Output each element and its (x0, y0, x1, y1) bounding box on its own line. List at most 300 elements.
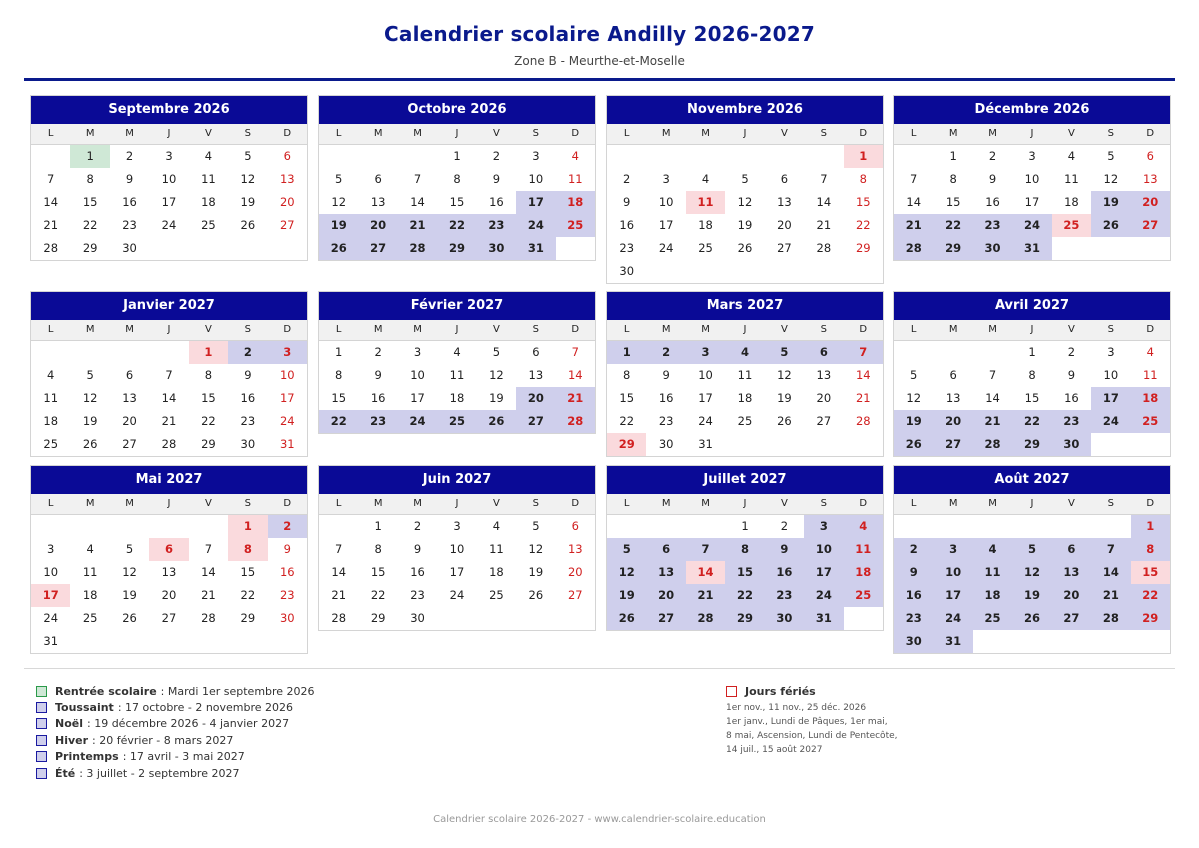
day-cell: 7 (204, 542, 213, 556)
weekday-label: V (493, 324, 500, 335)
day-cell: 16 (370, 391, 386, 405)
day-cell: 26 (1012, 607, 1051, 630)
day-cell: 29 (1012, 433, 1051, 456)
day-grid (607, 341, 883, 456)
day-cell: 9 (492, 172, 501, 186)
day-cell: 25 (973, 607, 1012, 630)
day-cell: 13 (816, 368, 832, 382)
weekday-label: M (661, 128, 671, 139)
day-cell: 21 (556, 387, 595, 410)
weekday-label: J (743, 128, 747, 139)
day-cell: 19 (1012, 584, 1051, 607)
legend-dates: : Mardi 1er septembre 2026 (160, 684, 315, 698)
day-cell: 25 (437, 410, 476, 433)
day-cell: 9 (125, 172, 134, 186)
weekday-label: L (910, 498, 917, 509)
day-cell: 3 (1028, 149, 1036, 163)
day-cell: 7 (47, 172, 55, 186)
empty-cell (398, 145, 437, 168)
day-cell: 7 (1091, 538, 1130, 561)
day-cell: 17 (658, 218, 674, 232)
weekday-label: D (1146, 498, 1155, 509)
day-cell: 13 (945, 391, 961, 405)
day-cell: 24 (933, 607, 972, 630)
day-cell: 26 (1091, 214, 1130, 237)
day-cell: 30 (477, 237, 516, 260)
day-cell: 24 (658, 241, 674, 255)
day-cell: 18 (449, 391, 465, 405)
day-cell: 15 (82, 195, 98, 209)
legend-name: Noël (55, 717, 83, 731)
day-grid (31, 515, 307, 653)
day-cell: 9 (988, 172, 997, 186)
month-block (893, 291, 1171, 457)
weekday-label: J (1030, 324, 1034, 335)
day-cell: 25 (201, 218, 216, 232)
day-cell: 14 (567, 368, 583, 382)
day-cell: 16 (1064, 391, 1079, 405)
month-title: Janvier 2027 (31, 292, 307, 320)
month-title: Juin 2027 (319, 466, 595, 494)
weekday-label: S (820, 498, 828, 509)
day-cell: 22 (1131, 584, 1170, 607)
day-cell: 1 (1131, 515, 1170, 538)
day-cell: 13 (1052, 561, 1091, 584)
holiday-line: 8 mai, Ascension, Lundi de Pentecôte, (726, 731, 898, 741)
legend-swatch-icon (36, 751, 47, 762)
empty-cell (607, 145, 646, 168)
day-cell: 24 (1091, 410, 1130, 433)
empty-cell (70, 515, 109, 538)
day-cell: 26 (240, 218, 256, 232)
day-cell: 25 (1052, 214, 1091, 237)
day-cell: 15 (331, 391, 347, 405)
day-cell: 2 (413, 519, 422, 533)
day-cell: 25 (82, 611, 98, 625)
page-footer: Calendrier scolaire 2026-2027 - www.calendrier-scolaire.education (433, 814, 766, 825)
day-cell: 19 (122, 588, 137, 602)
day-cell: 11 (737, 368, 753, 382)
weekday-label: D (283, 498, 292, 509)
day-cell: 8 (228, 538, 267, 561)
empty-cell (607, 515, 646, 538)
weekday-label: M (701, 498, 710, 509)
day-cell: 11 (489, 542, 504, 556)
day-cell: 10 (410, 368, 425, 382)
day-cell: 20 (646, 584, 685, 607)
month-block (606, 291, 884, 457)
day-cell: 21 (816, 218, 832, 232)
day-grid (319, 341, 595, 433)
day-cell: 13 (777, 195, 792, 209)
day-cell: 14 (331, 565, 347, 579)
day-cell: 5 (86, 368, 94, 382)
day-cell: 4 (701, 172, 710, 186)
day-cell: 19 (894, 410, 933, 433)
weekday-label: S (244, 498, 252, 509)
empty-cell (894, 341, 933, 364)
weekday-label: S (820, 324, 828, 335)
weekday-header (319, 320, 595, 341)
holidays-legend-title (726, 683, 898, 699)
legend-swatch-icon (36, 686, 47, 697)
day-cell: 10 (279, 368, 295, 382)
day-cell: 16 (765, 561, 804, 584)
weekday-label: M (948, 128, 958, 139)
day-cell: 17 (31, 584, 70, 607)
day-cell: 22 (370, 588, 386, 602)
weekday-header (319, 494, 595, 515)
day-cell: 11 (1064, 172, 1079, 186)
legend-item (36, 732, 315, 748)
day-cell: 14 (686, 561, 725, 584)
day-cell: 30 (658, 437, 674, 451)
day-cell: 13 (161, 565, 177, 579)
weekday-label: J (1030, 498, 1034, 509)
day-cell: 26 (777, 414, 792, 428)
legend-dates: : 17 avril - 3 mai 2027 (122, 750, 245, 764)
day-cell: 31 (698, 437, 713, 451)
day-cell: 25 (1131, 410, 1170, 433)
day-cell: 23 (358, 410, 397, 433)
day-cell: 28 (855, 414, 871, 428)
weekday-label: J (743, 498, 747, 509)
day-cell: 26 (894, 433, 933, 456)
day-cell: 8 (623, 368, 631, 382)
weekday-header (894, 124, 1170, 145)
weekday-label: M (85, 128, 95, 139)
day-cell: 11 (201, 172, 216, 186)
day-cell: 17 (279, 391, 295, 405)
weekday-label: L (623, 324, 630, 335)
month-title: Juillet 2027 (607, 466, 883, 494)
day-cell: 25 (556, 214, 595, 237)
day-cell: 6 (1052, 538, 1091, 561)
day-cell: 16 (658, 391, 674, 405)
legend-swatch-icon (36, 768, 47, 779)
empty-cell (358, 145, 397, 168)
weekday-header (31, 124, 307, 145)
month-block (893, 465, 1171, 654)
empty-cell (725, 145, 764, 168)
day-cell: 16 (985, 195, 1000, 209)
day-cell: 20 (777, 218, 792, 232)
day-cell: 29 (370, 611, 386, 625)
day-cell: 10 (933, 561, 972, 584)
month-block (318, 95, 596, 261)
day-grid (607, 145, 883, 283)
weekday-label: L (47, 128, 54, 139)
legend-name: Toussaint (55, 701, 114, 715)
day-cell: 15 (1024, 391, 1040, 405)
weekday-label: D (1146, 128, 1155, 139)
day-cell: 28 (1091, 607, 1130, 630)
day-cell: 23 (894, 607, 933, 630)
legend-dates: : 19 décembre 2026 - 4 janvier 2027 (87, 717, 290, 731)
day-cell: 8 (335, 368, 343, 382)
weekday-label: S (820, 128, 828, 139)
day-cell: 17 (161, 195, 177, 209)
empty-cell (973, 341, 1012, 364)
day-cell: 28 (894, 237, 933, 260)
day-cell: 25 (844, 584, 883, 607)
day-cell: 11 (449, 368, 465, 382)
empty-cell (765, 145, 804, 168)
weekday-label: M (948, 498, 958, 509)
day-cell: 29 (607, 433, 646, 456)
day-cell: 16 (489, 195, 504, 209)
day-cell: 31 (43, 634, 59, 648)
day-cell: 26 (319, 237, 358, 260)
month-title: Novembre 2026 (607, 96, 883, 124)
weekday-header (607, 494, 883, 515)
page-title: Calendrier scolaire Andilly 2026-2027 (384, 22, 815, 46)
empty-cell (894, 515, 933, 538)
empty-cell (646, 145, 685, 168)
empty-cell (1012, 515, 1051, 538)
day-cell: 11 (43, 391, 59, 405)
day-cell: 31 (804, 607, 843, 630)
day-cell: 1 (949, 149, 957, 163)
day-cell: 18 (201, 195, 216, 209)
day-cell: 28 (686, 607, 725, 630)
weekday-header (607, 320, 883, 341)
day-cell: 4 (453, 345, 461, 359)
day-cell: 24 (804, 584, 843, 607)
day-cell: 9 (244, 368, 252, 382)
day-cell: 16 (410, 565, 425, 579)
day-cell: 5 (765, 341, 804, 364)
day-cell: 23 (658, 414, 674, 428)
day-cell: 8 (949, 172, 957, 186)
empty-cell (189, 515, 228, 538)
day-cell: 15 (725, 561, 764, 584)
day-cell: 3 (47, 542, 55, 556)
day-cell: 19 (528, 565, 544, 579)
day-cell: 18 (82, 588, 98, 602)
day-cell: 30 (279, 611, 295, 625)
day-cell: 18 (43, 414, 59, 428)
empty-cell (149, 515, 188, 538)
day-cell: 6 (571, 519, 579, 533)
day-cell: 5 (607, 538, 646, 561)
day-cell: 30 (894, 630, 933, 653)
day-cell: 15 (1131, 561, 1170, 584)
day-cell: 23 (1052, 410, 1091, 433)
day-cell: 4 (571, 149, 579, 163)
day-cell: 27 (1052, 607, 1091, 630)
day-cell: 11 (973, 561, 1012, 584)
day-cell: 1 (844, 145, 883, 168)
empty-cell (70, 341, 109, 364)
weekday-label: D (859, 498, 868, 509)
day-cell: 22 (319, 410, 358, 433)
day-cell: 15 (449, 195, 465, 209)
weekday-label: M (413, 498, 422, 509)
weekday-label: L (335, 128, 342, 139)
day-cell: 9 (662, 368, 670, 382)
day-cell: 15 (240, 565, 256, 579)
weekday-label: L (47, 324, 54, 335)
day-cell: 3 (662, 172, 670, 186)
empty-cell (894, 145, 933, 168)
day-cell: 9 (1067, 368, 1076, 382)
day-cell: 12 (737, 195, 753, 209)
day-cell: 23 (765, 584, 804, 607)
day-grid (894, 515, 1170, 653)
day-cell: 12 (240, 172, 256, 186)
day-cell: 23 (477, 214, 516, 237)
day-cell: 14 (985, 391, 1000, 405)
day-cell: 27 (358, 237, 397, 260)
day-cell: 17 (410, 391, 425, 405)
day-cell: 23 (619, 241, 635, 255)
day-cell: 19 (82, 414, 98, 428)
weekday-label: V (781, 324, 788, 335)
day-cell: 13 (1142, 172, 1158, 186)
weekday-label: M (125, 128, 134, 139)
weekday-header (894, 320, 1170, 341)
day-cell: 7 (413, 172, 422, 186)
day-cell: 15 (855, 195, 871, 209)
day-cell: 26 (607, 607, 646, 630)
day-cell: 8 (859, 172, 867, 186)
empty-cell (1091, 515, 1130, 538)
day-cell: 7 (820, 172, 828, 186)
legend-name: Hiver (55, 733, 89, 747)
day-cell: 6 (149, 538, 188, 561)
holiday-line: 1er janv., Lundi de Pâques, 1er mai, (726, 717, 888, 727)
day-cell: 29 (437, 237, 476, 260)
month-title: Février 2027 (319, 292, 595, 320)
empty-cell (110, 341, 149, 364)
day-cell: 13 (567, 542, 583, 556)
day-cell: 28 (43, 241, 59, 255)
day-cell: 22 (619, 414, 635, 428)
day-cell: 12 (607, 561, 646, 584)
day-cell: 18 (1131, 387, 1170, 410)
day-cell: 13 (122, 391, 137, 405)
empty-cell (973, 515, 1012, 538)
legend-item (36, 716, 315, 732)
weekday-label: L (623, 498, 630, 509)
day-cell: 3 (686, 341, 725, 364)
day-cell: 8 (374, 542, 382, 556)
weekday-label: J (1030, 128, 1034, 139)
day-cell: 9 (623, 195, 631, 209)
day-cell: 15 (201, 391, 216, 405)
legend-dates: : 3 juillet - 2 septembre 2027 (79, 766, 240, 780)
day-cell: 7 (571, 345, 579, 359)
day-cell: 3 (1107, 345, 1115, 359)
weekday-label: M (373, 128, 383, 139)
day-cell: 12 (331, 195, 347, 209)
day-cell: 2 (228, 341, 267, 364)
day-cell: 7 (844, 341, 883, 364)
weekday-label: D (1146, 324, 1155, 335)
month-title: Décembre 2026 (894, 96, 1170, 124)
month-title: Avril 2027 (894, 292, 1170, 320)
day-cell: 1 (374, 519, 382, 533)
day-cell: 16 (619, 218, 635, 232)
page-header (0, 22, 1199, 68)
legend-item (36, 699, 315, 715)
day-cell: 2 (623, 172, 631, 186)
weekday-label: M (125, 498, 134, 509)
weekday-label: V (1068, 498, 1075, 509)
day-cell: 17 (449, 565, 465, 579)
day-cell: 7 (165, 368, 173, 382)
day-cell: 3 (804, 515, 843, 538)
day-cell: 7 (335, 542, 343, 556)
day-cell: 19 (240, 195, 256, 209)
month-block (30, 95, 308, 261)
legend-swatch-icon (36, 735, 47, 746)
weekday-label: M (125, 324, 134, 335)
day-cell: 21 (43, 218, 59, 232)
day-cell: 29 (240, 611, 256, 625)
day-cell: 29 (82, 241, 98, 255)
day-cell: 28 (973, 433, 1012, 456)
day-cell: 18 (698, 218, 713, 232)
weekday-label: M (661, 324, 671, 335)
day-cell: 20 (516, 387, 555, 410)
day-cell: 6 (949, 368, 957, 382)
day-cell: 6 (1146, 149, 1154, 163)
day-cell: 16 (894, 584, 933, 607)
day-cell: 5 (335, 172, 343, 186)
day-cell: 18 (1064, 195, 1079, 209)
day-cell: 27 (122, 437, 137, 451)
day-cell: 13 (646, 561, 685, 584)
day-cell: 10 (658, 195, 674, 209)
day-cell: 28 (398, 237, 437, 260)
day-cell: 2 (988, 149, 997, 163)
day-cell: 12 (528, 542, 544, 556)
day-cell: 25 (698, 241, 713, 255)
day-cell: 20 (933, 410, 972, 433)
day-cell: 4 (844, 515, 883, 538)
day-cell: 9 (894, 561, 933, 584)
weekday-label: J (167, 498, 171, 509)
day-cell: 20 (358, 214, 397, 237)
day-cell: 4 (492, 519, 501, 533)
weekday-label: S (532, 324, 540, 335)
day-cell: 10 (1024, 172, 1040, 186)
weekday-label: V (205, 498, 212, 509)
month-title: Mai 2027 (31, 466, 307, 494)
day-cell: 20 (1131, 191, 1170, 214)
day-cell: 17 (933, 584, 972, 607)
day-cell: 20 (816, 391, 832, 405)
day-cell: 6 (780, 172, 789, 186)
empty-cell (646, 515, 685, 538)
day-cell: 1 (453, 149, 461, 163)
empty-cell (31, 515, 70, 538)
day-cell: 31 (1012, 237, 1051, 260)
empty-cell (110, 515, 149, 538)
day-cell: 5 (1107, 149, 1115, 163)
day-cell: 24 (698, 414, 713, 428)
day-cell: 24 (516, 214, 555, 237)
day-cell: 1 (607, 341, 646, 364)
day-cell: 4 (86, 542, 94, 556)
day-cell: 4 (973, 538, 1012, 561)
day-cell: 26 (82, 437, 98, 451)
day-cell: 11 (567, 172, 583, 186)
day-grid (31, 145, 307, 260)
day-cell: 10 (528, 172, 544, 186)
